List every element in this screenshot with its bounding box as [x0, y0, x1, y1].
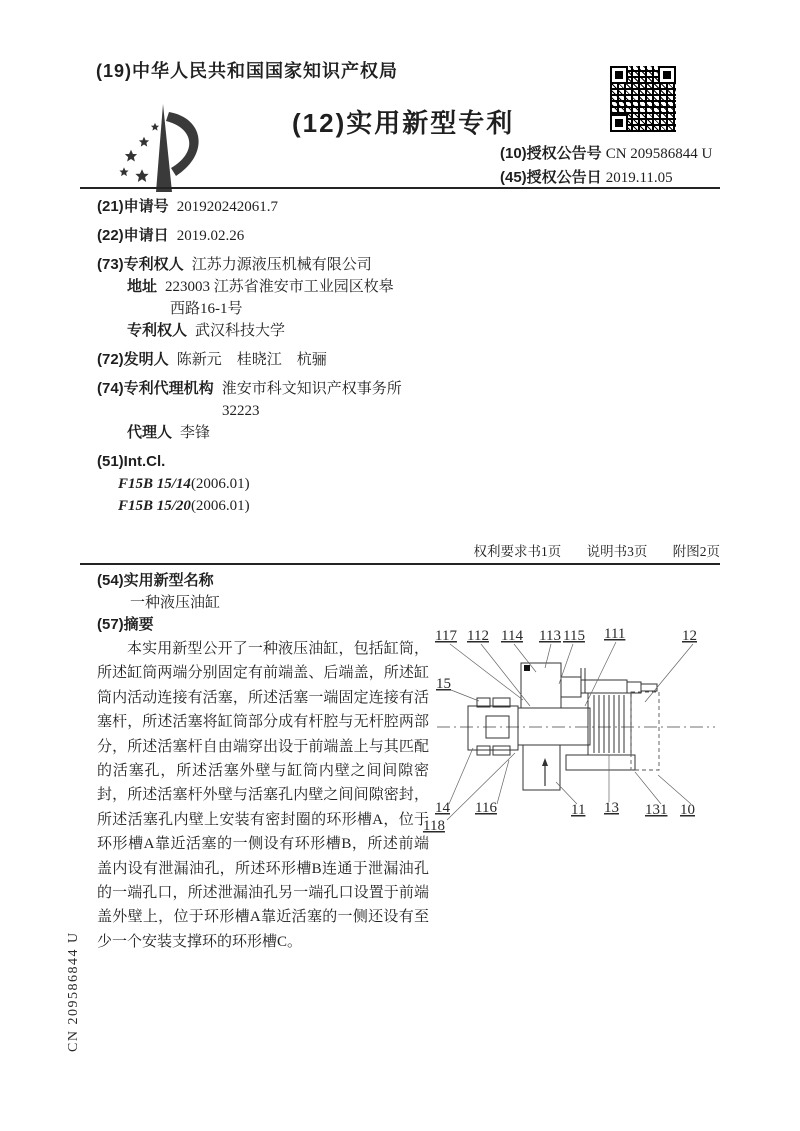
callout-112: 112 — [467, 628, 489, 644]
section-divider — [80, 563, 720, 565]
qr-finder-icon — [610, 114, 628, 132]
publication-info — [500, 142, 712, 190]
invention-title: 一种液压油缸 — [130, 595, 221, 611]
callout-12: 12 — [682, 628, 697, 644]
abstract-section-label: (57)摘要 — [97, 616, 154, 633]
publication-number-value: CN 209586844 U — [605, 146, 713, 162]
agency-code: 32223 — [222, 403, 260, 419]
intcl-entry-2 — [97, 495, 477, 517]
side-document-code: CN 209586844 U — [66, 931, 81, 1052]
inventors-label: (72)发明人 — [97, 351, 169, 368]
piston-rod — [518, 708, 590, 745]
claims-pages: 权利要求书1页 — [473, 544, 562, 559]
callout-13: 13 — [604, 800, 619, 816]
inventors-row — [97, 349, 477, 371]
document-kind-title: (12)实用新型专利 — [292, 108, 515, 138]
patentee-name: 江苏力源液压机械有限公司 — [191, 257, 372, 273]
patentee2-label: 专利权人 — [127, 322, 188, 339]
port-fitting — [627, 682, 657, 693]
agent-line — [97, 422, 477, 444]
patentee-row — [97, 254, 477, 342]
rod-end-block — [468, 706, 518, 750]
intcl-version-1: (2006.01) — [190, 476, 250, 492]
intcl-row — [97, 451, 477, 517]
callout-116: 116 — [475, 800, 497, 816]
patent-office-name: (19)中华人民共和国国家知识产权局 — [96, 61, 399, 81]
rod-seals — [477, 698, 510, 755]
patentee2-name: 武汉科技大学 — [195, 323, 286, 339]
address-label: 地址 — [127, 278, 158, 295]
agency-line — [97, 378, 477, 400]
address-line-2 — [97, 298, 477, 320]
patentee-label: (73)专利权人 — [97, 256, 184, 273]
cylinder-cross-section-drawing — [423, 610, 723, 845]
qr-finder-icon — [610, 66, 628, 84]
agent-label: 代理人 — [127, 424, 173, 441]
patentee-line-2 — [97, 320, 477, 342]
application-number-value: 201920242061.7 — [176, 199, 278, 215]
callout-131: 131 — [645, 802, 668, 818]
header-divider — [80, 187, 720, 189]
callout-10: 10 — [680, 802, 695, 818]
piston-seal-stack — [588, 693, 631, 755]
intcl-entry-1 — [97, 473, 477, 495]
callout-11: 11 — [571, 802, 586, 818]
drawings-pages: 附图2页 — [672, 544, 720, 559]
figure-panel — [423, 610, 723, 850]
intcl-code-2: F15B 15/20 — [118, 498, 191, 514]
abstract-text: 本实用新型公开了一种液压油缸，包括缸筒，所述缸筒两端分别固定有前端盖、后端盖，所述缸筒内活动连接有活塞，所述活塞一端固定连接有活塞杆，所述活塞将缸筒部分成有杆腔与无杆腔两部分，所述活塞杆自由端穿出设于前端盖上与其匹配的活塞孔，所述活塞外壁与缸筒内壁之间间隙密封，所述活塞杆外壁与活塞孔内壁之间间隙密封，所述活塞孔内壁上安装有密封圈的环形槽A，位于环形槽A靠近活塞的一侧设有环形槽B，所述前端盖内设有泄漏油孔，所述环形槽B连通于泄漏油孔的一端孔口，所述泄漏油孔另一端孔口设置于前端盖外壁上，位于环形槽A靠近活塞的一侧还设有至少一个安装支撑环的环形槽C。 — [97, 641, 429, 950]
leader-lines — [447, 642, 693, 820]
callout-111: 111 — [604, 626, 626, 642]
publication-number-line — [500, 142, 712, 166]
agency-code-line — [97, 400, 477, 422]
application-date-label: (22)申请日 — [97, 227, 169, 244]
address-value-1: 223003 江苏省淮安市工业园区枚皋 — [165, 279, 394, 295]
qr-finder-icon — [658, 66, 676, 84]
qr-code-icon — [610, 66, 676, 132]
intcl-label: (51)Int.Cl. — [97, 453, 166, 470]
agent-name: 李锋 — [180, 425, 211, 441]
address-value-2: 西路16-1号 — [170, 301, 243, 317]
callout-115: 115 — [563, 628, 585, 644]
title-abstract-column — [97, 570, 429, 954]
cnipa-logo-icon — [106, 96, 226, 207]
publication-date-value: 2019.11.05 — [605, 170, 673, 186]
callout-117: 117 — [435, 628, 457, 644]
callout-113: 113 — [539, 628, 561, 644]
intcl-version-2: (2006.01) — [190, 498, 250, 514]
application-number-row — [97, 196, 477, 218]
publication-date-label: (45)授权公告日 — [500, 169, 602, 186]
callout-114: 114 — [501, 628, 523, 644]
agency-label: (74)专利代理机构 — [97, 380, 214, 397]
patentee-line — [97, 254, 477, 276]
callout-15: 15 — [436, 676, 451, 692]
callout-118: 118 — [423, 818, 445, 834]
description-pages: 说明书3页 — [586, 544, 648, 559]
intcl-code-1: F15B 15/14 — [118, 476, 191, 492]
page-counts-line — [80, 540, 720, 560]
agency-row — [97, 378, 477, 444]
application-date-value: 2019.02.26 — [176, 228, 245, 244]
application-date-row — [97, 225, 477, 247]
publication-number-label: (10)授权公告号 — [500, 145, 602, 162]
address-line — [97, 276, 477, 298]
agency-name: 淮安市科文知识产权事务所 — [221, 381, 402, 397]
title-section-label: (54)实用新型名称 — [97, 572, 214, 589]
callout-14: 14 — [435, 800, 450, 816]
front-end-cover — [521, 663, 581, 790]
inventors-value: 陈新元 桂晓江 杭骊 — [176, 352, 327, 368]
application-number-label: (21)申请号 — [97, 198, 169, 215]
bibliographic-section — [97, 196, 477, 524]
